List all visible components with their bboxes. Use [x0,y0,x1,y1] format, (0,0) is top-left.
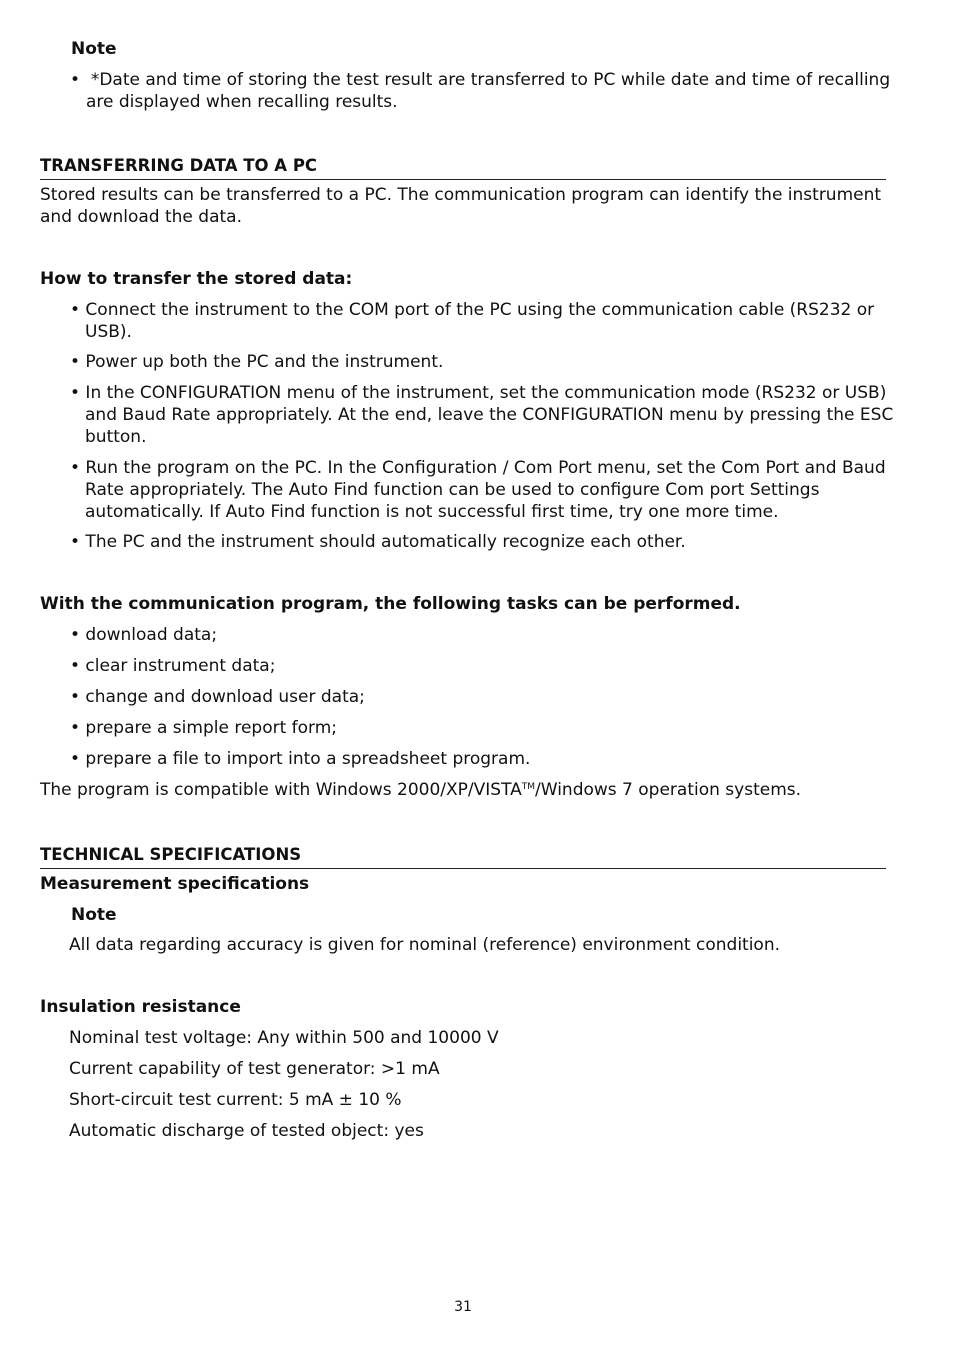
section-title-specs: TECHNICAL SPECIFICATIONS [40,844,886,869]
compatibility-text [40,779,886,801]
section-title-transfer: TRANSFERRING DATA TO A PC [40,155,886,180]
insulation-item: Current capability of test generator: >1 mA [69,1059,440,1079]
insulation-item: Automatic discharge of tested object: yes [69,1121,424,1141]
insulation-item: Nominal test voltage: Any within 500 and 10000 V [69,1028,499,1048]
list-item-task: • change and download user data; [70,687,365,707]
spec-note-heading: Note [71,905,117,925]
bullet-marker: • [70,70,81,90]
howto-heading: How to transfer the stored data: [40,269,353,289]
tasks-heading: With the communication program, the following tasks can be performed. [40,594,741,614]
insulation-heading: Insulation resistance [40,997,241,1017]
note-bullet-item [70,69,902,113]
list-item-task: • clear instrument data; [70,656,276,676]
list-item-step: • Connect the instrument to the COM port of the PC using the communication cable (RS232 or USB). [70,300,875,342]
insulation-item: Short-circuit test current: 5 mA ± 10 % [69,1090,402,1110]
list-item-step: • The PC and the instrument should automatically recognize each other. [70,532,686,552]
measurement-heading: Measurement specifications [40,874,310,894]
list-item-step: • Power up both the PC and the instrument. [70,352,444,372]
list-item-task: • prepare a file to import into a spreadsheet program. [70,749,531,769]
compatibility-main: The program is compatible with Windows 2000/XP/VISTA [40,780,522,800]
list-item-task: • download data; [70,625,218,645]
transfer-intro: Stored results can be transferred to a PC. The communication program can identify the instrument and download the data. [40,185,882,227]
spec-note-text: All data regarding accuracy is given for nominal (reference) environment condition. [69,935,781,955]
compatibility-tail: /Windows 7 operation systems. [535,780,802,800]
note-bullet-text: *Date and time of storing the test result are transferred to PC while date and time of recalling are displayed when recalling results. [86,70,891,112]
note-heading: Note [71,39,117,59]
page-number: 31 [454,1299,472,1315]
list-item-task: • prepare a simple report form; [70,718,338,738]
trademark-sup: TM [521,782,536,792]
list-item-step: • Run the program on the PC. In the Configuration / Com Port menu, set the Com Port and Baud Rate appropriately. The Auto Find function can be used to configure Com port Settings automatically. If Auto Find function is not successful first time, try one more time. [70,458,886,522]
list-item-step: • In the CONFIGURATION menu of the instrument, set the communication mode (RS232 or USB) and Baud Rate appropriately. At the end, leave the CONFIGURATION menu by pressing the ESC button. [70,383,894,447]
